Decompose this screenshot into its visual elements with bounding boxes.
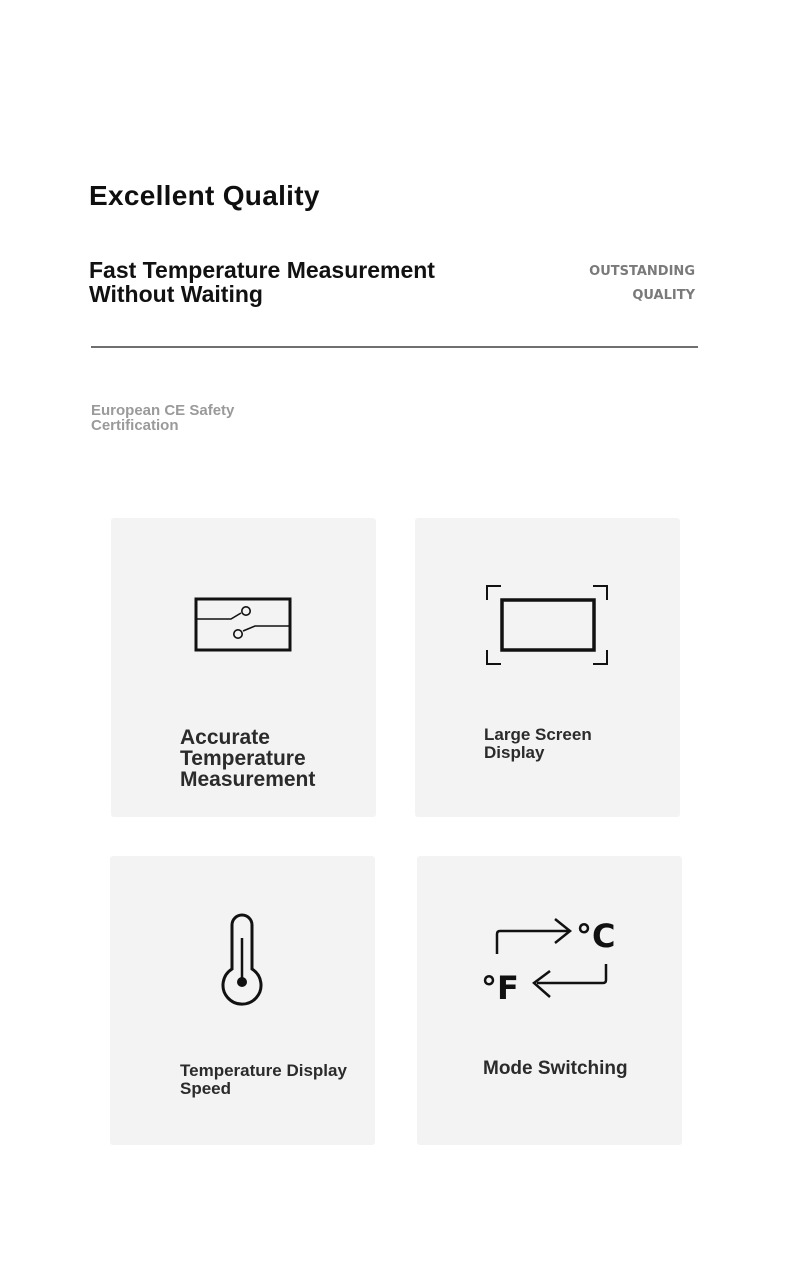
feature-label: Mode Switching bbox=[483, 1058, 628, 1079]
tagline-line-1: OUTSTANDING bbox=[589, 264, 695, 279]
tagline-line-2: QUALITY bbox=[632, 288, 695, 303]
screen-frame-icon bbox=[486, 585, 608, 665]
feature-label: Large Screen Display bbox=[484, 725, 592, 762]
feature-card-large-screen bbox=[415, 518, 680, 817]
fahrenheit-symbol: °F bbox=[481, 969, 519, 1007]
page-title: Excellent Quality bbox=[89, 180, 320, 211]
page-subtitle: Fast Temperature Measurement Without Waiting bbox=[89, 257, 435, 307]
thermometer-icon bbox=[220, 914, 264, 1006]
divider bbox=[91, 346, 698, 348]
tagline bbox=[589, 260, 695, 308]
celsius-symbol: °C bbox=[576, 917, 616, 955]
circuit-switch-icon bbox=[193, 596, 293, 656]
feature-card-mode-switching bbox=[417, 856, 682, 1145]
celsius-fahrenheit-switch-icon bbox=[479, 913, 619, 1008]
feature-label: Temperature Display Speed bbox=[180, 1061, 347, 1098]
certification-text: European CE Safety Certification bbox=[91, 402, 235, 434]
feature-card-display-speed bbox=[110, 856, 375, 1145]
feature-label: Accurate Temperature Measurement bbox=[180, 726, 316, 791]
feature-card-accurate-measurement bbox=[111, 518, 376, 817]
